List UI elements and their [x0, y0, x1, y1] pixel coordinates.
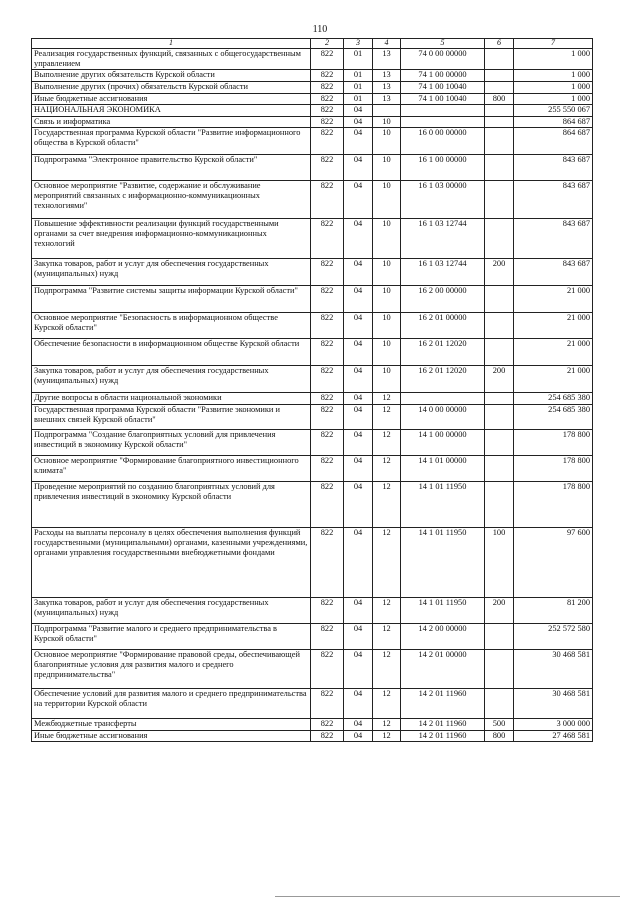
row-name: Повышение эффективности реализации функций государственными органами за счет внедрения информационно-коммуникационных технологий: [32, 219, 311, 259]
subsection-code: 12: [373, 405, 401, 430]
expense-type-code: [485, 430, 514, 456]
row-name: Подпрограмма "Развитие малого и среднего предпринимательства в Курской области": [32, 624, 311, 650]
table-row: [32, 105, 593, 117]
ministry-code: 822: [311, 482, 344, 528]
ministry-code: 822: [311, 82, 344, 94]
subsection-code: 12: [373, 456, 401, 482]
expense-type-code: [485, 624, 514, 650]
section-code: 01: [344, 49, 373, 70]
target-article-code: 74 1 00 10040: [401, 94, 485, 105]
subsection-code: 12: [373, 482, 401, 528]
table-row: [32, 719, 593, 731]
ministry-code: 822: [311, 259, 344, 286]
amount: 30 468 581: [514, 650, 593, 689]
expense-type-code: [485, 82, 514, 94]
subsection-code: 12: [373, 624, 401, 650]
row-name: Связь и информатика: [32, 117, 311, 128]
expense-type-code: 500: [485, 719, 514, 731]
amount: 21 000: [514, 313, 593, 339]
ministry-code: 822: [311, 94, 344, 105]
column-header: 5: [401, 39, 485, 49]
row-name: Иные бюджетные ассигнования: [32, 731, 311, 742]
budget-table: [31, 38, 593, 742]
ministry-code: 822: [311, 719, 344, 731]
subsection-code: 10: [373, 366, 401, 393]
expense-type-code: [485, 339, 514, 366]
expense-type-code: [485, 70, 514, 82]
section-code: 04: [344, 719, 373, 731]
column-header: 6: [485, 39, 514, 49]
row-name: Закупка товаров, работ и услуг для обеспечения государственных (муниципальных) нужд: [32, 598, 311, 624]
table-row: [32, 528, 593, 598]
amount: 81 200: [514, 598, 593, 624]
target-article-code: 14 1 01 00000: [401, 456, 485, 482]
row-name: Основное мероприятие "Развитие, содержание и обслуживание мероприятий связанных с информационно-коммуникационных технологиями": [32, 181, 311, 219]
target-article-code: 16 2 00 00000: [401, 286, 485, 313]
table-row: [32, 405, 593, 430]
subsection-code: 12: [373, 393, 401, 405]
section-code: 01: [344, 94, 373, 105]
target-article-code: 14 2 01 11960: [401, 731, 485, 742]
row-name: Основное мероприятие "Формирование благоприятного инвестиционного климата": [32, 456, 311, 482]
expense-type-code: [485, 313, 514, 339]
expense-type-code: [485, 482, 514, 528]
expense-type-code: 200: [485, 259, 514, 286]
ministry-code: 822: [311, 313, 344, 339]
amount: 843 687: [514, 181, 593, 219]
table-row: [32, 339, 593, 366]
expense-type-code: [485, 286, 514, 313]
subsection-code: 10: [373, 181, 401, 219]
amount: 97 600: [514, 528, 593, 598]
subsection-code: 12: [373, 650, 401, 689]
column-header: 1: [32, 39, 311, 49]
ministry-code: 822: [311, 181, 344, 219]
row-name: Закупка товаров, работ и услуг для обеспечения государственных (муниципальных) нужд: [32, 259, 311, 286]
expense-type-code: [485, 155, 514, 181]
ministry-code: 822: [311, 689, 344, 719]
row-name: Государственная программа Курской области "Развитие информационного общества в Курской области": [32, 128, 311, 155]
table-row: [32, 219, 593, 259]
target-article-code: 14 2 01 11960: [401, 689, 485, 719]
table-row: [32, 393, 593, 405]
row-name: Подпрограмма "Электронное правительство Курской области": [32, 155, 311, 181]
expense-type-code: [485, 405, 514, 430]
amount: 843 687: [514, 259, 593, 286]
ministry-code: 822: [311, 731, 344, 742]
target-article-code: 14 2 01 11960: [401, 719, 485, 731]
ministry-code: 822: [311, 598, 344, 624]
amount: 843 687: [514, 219, 593, 259]
section-code: 01: [344, 70, 373, 82]
column-header: 2: [311, 39, 344, 49]
expense-type-code: [485, 49, 514, 70]
table-row: [32, 117, 593, 128]
target-article-code: 14 2 00 00000: [401, 624, 485, 650]
column-header: 7: [514, 39, 593, 49]
expense-type-code: [485, 650, 514, 689]
table-row: [32, 689, 593, 719]
amount: 21 000: [514, 366, 593, 393]
table-row: [32, 49, 593, 70]
table-row: [32, 155, 593, 181]
section-code: 04: [344, 366, 373, 393]
subsection-code: 10: [373, 128, 401, 155]
section-code: 04: [344, 456, 373, 482]
amount: 178 800: [514, 482, 593, 528]
amount: 1 000: [514, 49, 593, 70]
target-article-code: 16 1 03 12744: [401, 219, 485, 259]
section-code: 04: [344, 105, 373, 117]
expense-type-code: 200: [485, 366, 514, 393]
row-name: Подпрограмма "Создание благоприятных условий для привлечения инвестиций в экономику Курской области": [32, 430, 311, 456]
subsection-code: 12: [373, 689, 401, 719]
amount: 30 468 581: [514, 689, 593, 719]
section-code: 04: [344, 155, 373, 181]
amount: 1 000: [514, 82, 593, 94]
section-code: 01: [344, 82, 373, 94]
expense-type-code: 800: [485, 731, 514, 742]
section-code: 04: [344, 482, 373, 528]
amount: 864 687: [514, 128, 593, 155]
expense-type-code: [485, 105, 514, 117]
table-row: [32, 82, 593, 94]
amount: 178 800: [514, 430, 593, 456]
section-code: 04: [344, 689, 373, 719]
page-number: 110: [312, 24, 328, 35]
subsection-code: 12: [373, 528, 401, 598]
ministry-code: 822: [311, 128, 344, 155]
row-name: Реализация государственных функций, связанных с общегосударственным управлением: [32, 49, 311, 70]
section-code: 04: [344, 313, 373, 339]
section-code: 04: [344, 219, 373, 259]
column-header: 4: [373, 39, 401, 49]
section-code: 04: [344, 181, 373, 219]
section-code: 04: [344, 286, 373, 313]
amount: 21 000: [514, 286, 593, 313]
section-code: 04: [344, 528, 373, 598]
row-name: Расходы на выплаты персоналу в целях обеспечения выполнения функций государственными (муниципальными) органами, казенными учреждениями, органами управления государственными внебюджетными фондами: [32, 528, 311, 598]
section-code: 04: [344, 393, 373, 405]
target-article-code: 14 1 01 11950: [401, 598, 485, 624]
row-name: Другие вопросы в области национальной экономики: [32, 393, 311, 405]
bottom-rule: [275, 896, 620, 897]
expense-type-code: [485, 128, 514, 155]
amount: 1 000: [514, 94, 593, 105]
row-name: Выполнение других обязательств Курской области: [32, 70, 311, 82]
ministry-code: 822: [311, 528, 344, 598]
row-name: НАЦИОНАЛЬНАЯ ЭКОНОМИКА: [32, 105, 311, 117]
subsection-code: 13: [373, 94, 401, 105]
row-name: Обеспечение безопасности в информационном обществе Курской области: [32, 339, 311, 366]
target-article-code: [401, 105, 485, 117]
row-name: Закупка товаров, работ и услуг для обеспечения государственных (муниципальных) нужд: [32, 366, 311, 393]
target-article-code: 16 0 00 00000: [401, 128, 485, 155]
section-code: 04: [344, 405, 373, 430]
expense-type-code: 800: [485, 94, 514, 105]
section-code: 04: [344, 650, 373, 689]
ministry-code: 822: [311, 49, 344, 70]
table-row: [32, 313, 593, 339]
target-article-code: 14 2 01 00000: [401, 650, 485, 689]
expense-type-code: [485, 117, 514, 128]
subsection-code: 13: [373, 70, 401, 82]
table-row: [32, 731, 593, 742]
target-article-code: 14 0 00 00000: [401, 405, 485, 430]
section-code: 04: [344, 117, 373, 128]
expense-type-code: [485, 219, 514, 259]
target-article-code: 16 1 03 12744: [401, 259, 485, 286]
expense-type-code: [485, 181, 514, 219]
amount: 3 000 000: [514, 719, 593, 731]
ministry-code: 822: [311, 430, 344, 456]
ministry-code: 822: [311, 456, 344, 482]
subsection-code: 10: [373, 117, 401, 128]
section-code: 04: [344, 339, 373, 366]
subsection-code: 10: [373, 155, 401, 181]
target-article-code: 74 1 00 10040: [401, 82, 485, 94]
section-code: 04: [344, 624, 373, 650]
subsection-code: 10: [373, 219, 401, 259]
expense-type-code: [485, 456, 514, 482]
section-code: 04: [344, 430, 373, 456]
target-article-code: 14 1 01 11950: [401, 528, 485, 598]
section-code: 04: [344, 128, 373, 155]
subsection-code: 10: [373, 313, 401, 339]
ministry-code: 822: [311, 155, 344, 181]
ministry-code: 822: [311, 650, 344, 689]
section-code: 04: [344, 259, 373, 286]
target-article-code: [401, 117, 485, 128]
ministry-code: 822: [311, 117, 344, 128]
subsection-code: 13: [373, 49, 401, 70]
table-row: [32, 94, 593, 105]
amount: 21 000: [514, 339, 593, 366]
ministry-code: 822: [311, 366, 344, 393]
table-row: [32, 650, 593, 689]
subsection-code: 12: [373, 430, 401, 456]
ministry-code: 822: [311, 219, 344, 259]
section-code: 04: [344, 731, 373, 742]
subsection-code: [373, 105, 401, 117]
ministry-code: 822: [311, 393, 344, 405]
target-article-code: 16 2 01 12020: [401, 366, 485, 393]
subsection-code: 10: [373, 339, 401, 366]
ministry-code: 822: [311, 286, 344, 313]
row-name: Основное мероприятие "Формирование правовой среды, обеспечивающей благоприятные условия для развития малого и среднего предпринимательства": [32, 650, 311, 689]
subsection-code: 12: [373, 719, 401, 731]
target-article-code: 14 1 00 00000: [401, 430, 485, 456]
table-row: [32, 482, 593, 528]
target-article-code: 16 2 01 00000: [401, 313, 485, 339]
expense-type-code: [485, 689, 514, 719]
amount: 178 800: [514, 456, 593, 482]
row-name: Обеспечение условий для развития малого и среднего предпринимательства на территории Курской области: [32, 689, 311, 719]
row-name: Подпрограмма "Развитие системы защиты информации Курской области": [32, 286, 311, 313]
amount: 864 687: [514, 117, 593, 128]
target-article-code: 74 0 00 00000: [401, 49, 485, 70]
expense-type-code: 100: [485, 528, 514, 598]
table-row: [32, 598, 593, 624]
ministry-code: 822: [311, 70, 344, 82]
amount: 1 000: [514, 70, 593, 82]
target-article-code: 14 1 01 11950: [401, 482, 485, 528]
row-name: Основное мероприятие "Безопасность в информационном обществе Курской области": [32, 313, 311, 339]
ministry-code: 822: [311, 339, 344, 366]
table-row: [32, 70, 593, 82]
target-article-code: 74 1 00 00000: [401, 70, 485, 82]
expense-type-code: [485, 393, 514, 405]
table-row: [32, 128, 593, 155]
subsection-code: 12: [373, 731, 401, 742]
table-row: [32, 366, 593, 393]
amount: 27 468 581: [514, 731, 593, 742]
table-row: [32, 456, 593, 482]
amount: 254 685 380: [514, 393, 593, 405]
table-row: [32, 624, 593, 650]
expense-type-code: 200: [485, 598, 514, 624]
section-code: 04: [344, 598, 373, 624]
target-article-code: 16 1 03 00000: [401, 181, 485, 219]
amount: 252 572 580: [514, 624, 593, 650]
amount: 255 550 067: [514, 105, 593, 117]
ministry-code: 822: [311, 624, 344, 650]
table-row: [32, 430, 593, 456]
amount: 254 685 380: [514, 405, 593, 430]
subsection-code: 12: [373, 598, 401, 624]
row-name: Государственная программа Курской области "Развитие экономики и внешних связей Курской области": [32, 405, 311, 430]
subsection-code: 10: [373, 286, 401, 313]
table-row: [32, 286, 593, 313]
ministry-code: 822: [311, 105, 344, 117]
target-article-code: [401, 393, 485, 405]
row-name: Иные бюджетные ассигнования: [32, 94, 311, 105]
row-name: Выполнение других (прочих) обязательств Курской области: [32, 82, 311, 94]
column-number-row: [32, 39, 593, 49]
row-name: Межбюджетные трансферты: [32, 719, 311, 731]
ministry-code: 822: [311, 405, 344, 430]
table-row: [32, 181, 593, 219]
table-row: [32, 259, 593, 286]
row-name: Проведение мероприятий по созданию благоприятных условий для привлечения инвестиций в экономику Курской области: [32, 482, 311, 528]
column-header: 3: [344, 39, 373, 49]
target-article-code: 16 1 00 00000: [401, 155, 485, 181]
target-article-code: 16 2 01 12020: [401, 339, 485, 366]
subsection-code: 10: [373, 259, 401, 286]
amount: 843 687: [514, 155, 593, 181]
subsection-code: 13: [373, 82, 401, 94]
